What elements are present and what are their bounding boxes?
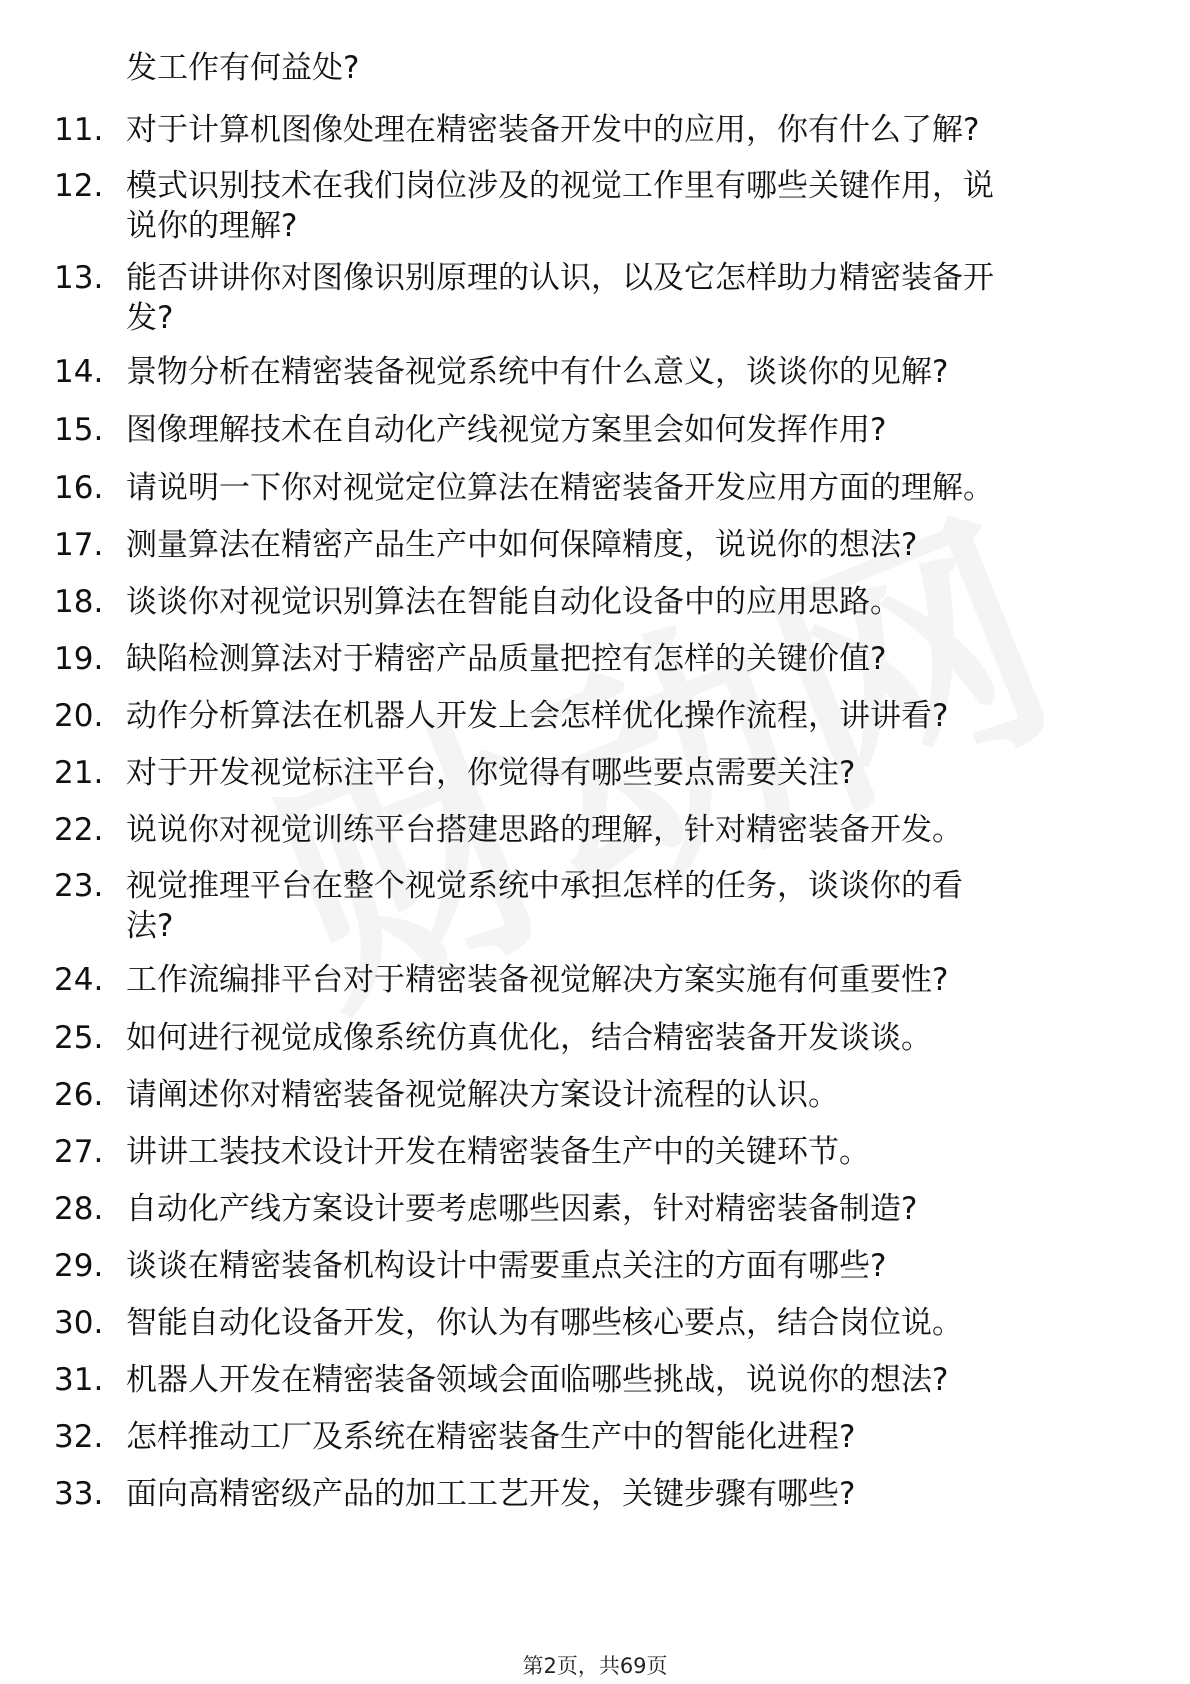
question-number: 30. xyxy=(54,1305,104,1341)
question-text: 视觉推理平台在整个视觉系统中承担怎样的任务，谈谈你的看 法? xyxy=(126,868,963,944)
question-text: 如何进行视觉成像系统仿真优化，结合精密装备开发谈谈。 xyxy=(126,1020,932,1056)
question-number: 18. xyxy=(54,584,104,620)
question-number: 25. xyxy=(54,1020,104,1056)
question-number: 27. xyxy=(54,1134,104,1170)
question-number: 28. xyxy=(54,1191,104,1227)
question-text: 测量算法在精密产品生产中如何保障精度，说说你的想法? xyxy=(126,527,918,563)
question-text: 动作分析算法在机器人开发上会怎样优化操作流程，讲讲看? xyxy=(126,698,949,734)
question-text: 面向高精密级产品的加工工艺开发，关键步骤有哪些? xyxy=(126,1476,856,1512)
question-number: 19. xyxy=(54,641,104,677)
question-number: 23. xyxy=(54,868,104,904)
question-text: 对于开发视觉标注平台，你觉得有哪些要点需要关注? xyxy=(126,755,856,791)
question-text: 请说明一下你对视觉定位算法在精密装备开发应用方面的理解。 xyxy=(126,470,994,506)
question-number: 14. xyxy=(54,354,104,390)
question-number: 31. xyxy=(54,1362,104,1398)
question-text: 说说你对视觉训练平台搭建思路的理解，针对精密装备开发。 xyxy=(126,812,963,848)
continuation-text: 发工作有何益处? xyxy=(126,50,360,86)
question-text: 讲讲工装技术设计开发在精密装备生产中的关键环节。 xyxy=(126,1134,870,1170)
question-text: 自动化产线方案设计要考虑哪些因素，针对精密装备制造? xyxy=(126,1191,918,1227)
question-number: 21. xyxy=(54,755,104,791)
question-number: 24. xyxy=(54,962,104,998)
question-number: 29. xyxy=(54,1248,104,1284)
question-number: 13. xyxy=(54,260,104,296)
question-number: 16. xyxy=(54,470,104,506)
question-number: 11. xyxy=(54,112,104,148)
question-number: 22. xyxy=(54,812,104,848)
question-number: 20. xyxy=(54,698,104,734)
question-text: 对于计算机图像处理在精密装备开发中的应用，你有什么了解? xyxy=(126,112,980,148)
question-text: 缺陷检测算法对于精密产品质量把控有怎样的关键价值? xyxy=(126,641,887,677)
question-text: 图像理解技术在自动化产线视觉方案里会如何发挥作用? xyxy=(126,412,887,448)
question-text: 能否讲讲你对图像识别原理的认识，以及它怎样助力精密装备开 发? xyxy=(126,260,994,336)
question-text: 请阐述你对精密装备视觉解决方案设计流程的认识。 xyxy=(126,1077,839,1113)
question-text: 谈谈你对视觉识别算法在智能自动化设备中的应用思路。 xyxy=(126,584,901,620)
question-number: 12. xyxy=(54,168,104,204)
question-number: 15. xyxy=(54,412,104,448)
question-text: 工作流编排平台对于精密装备视觉解决方案实施有何重要性? xyxy=(126,962,949,998)
question-text: 智能自动化设备开发，你认为有哪些核心要点，结合岗位说。 xyxy=(126,1305,963,1341)
question-text: 模式识别技术在我们岗位涉及的视觉工作里有哪些关键作用，说 说你的理解? xyxy=(126,168,994,244)
question-text: 怎样推动工厂及系统在精密装备生产中的智能化进程? xyxy=(126,1419,856,1455)
question-text: 景物分析在精密装备视觉系统中有什么意义，谈谈你的见解? xyxy=(126,354,949,390)
question-number: 32. xyxy=(54,1419,104,1455)
question-number: 17. xyxy=(54,527,104,563)
question-text: 机器人开发在精密装备领域会面临哪些挑战，说说你的想法? xyxy=(126,1362,949,1398)
question-number: 26. xyxy=(54,1077,104,1113)
question-number: 33. xyxy=(54,1476,104,1512)
question-text: 谈谈在精密装备机构设计中需要重点关注的方面有哪些? xyxy=(126,1248,887,1284)
page-footer: 第2页，共69页 xyxy=(522,1654,668,1678)
